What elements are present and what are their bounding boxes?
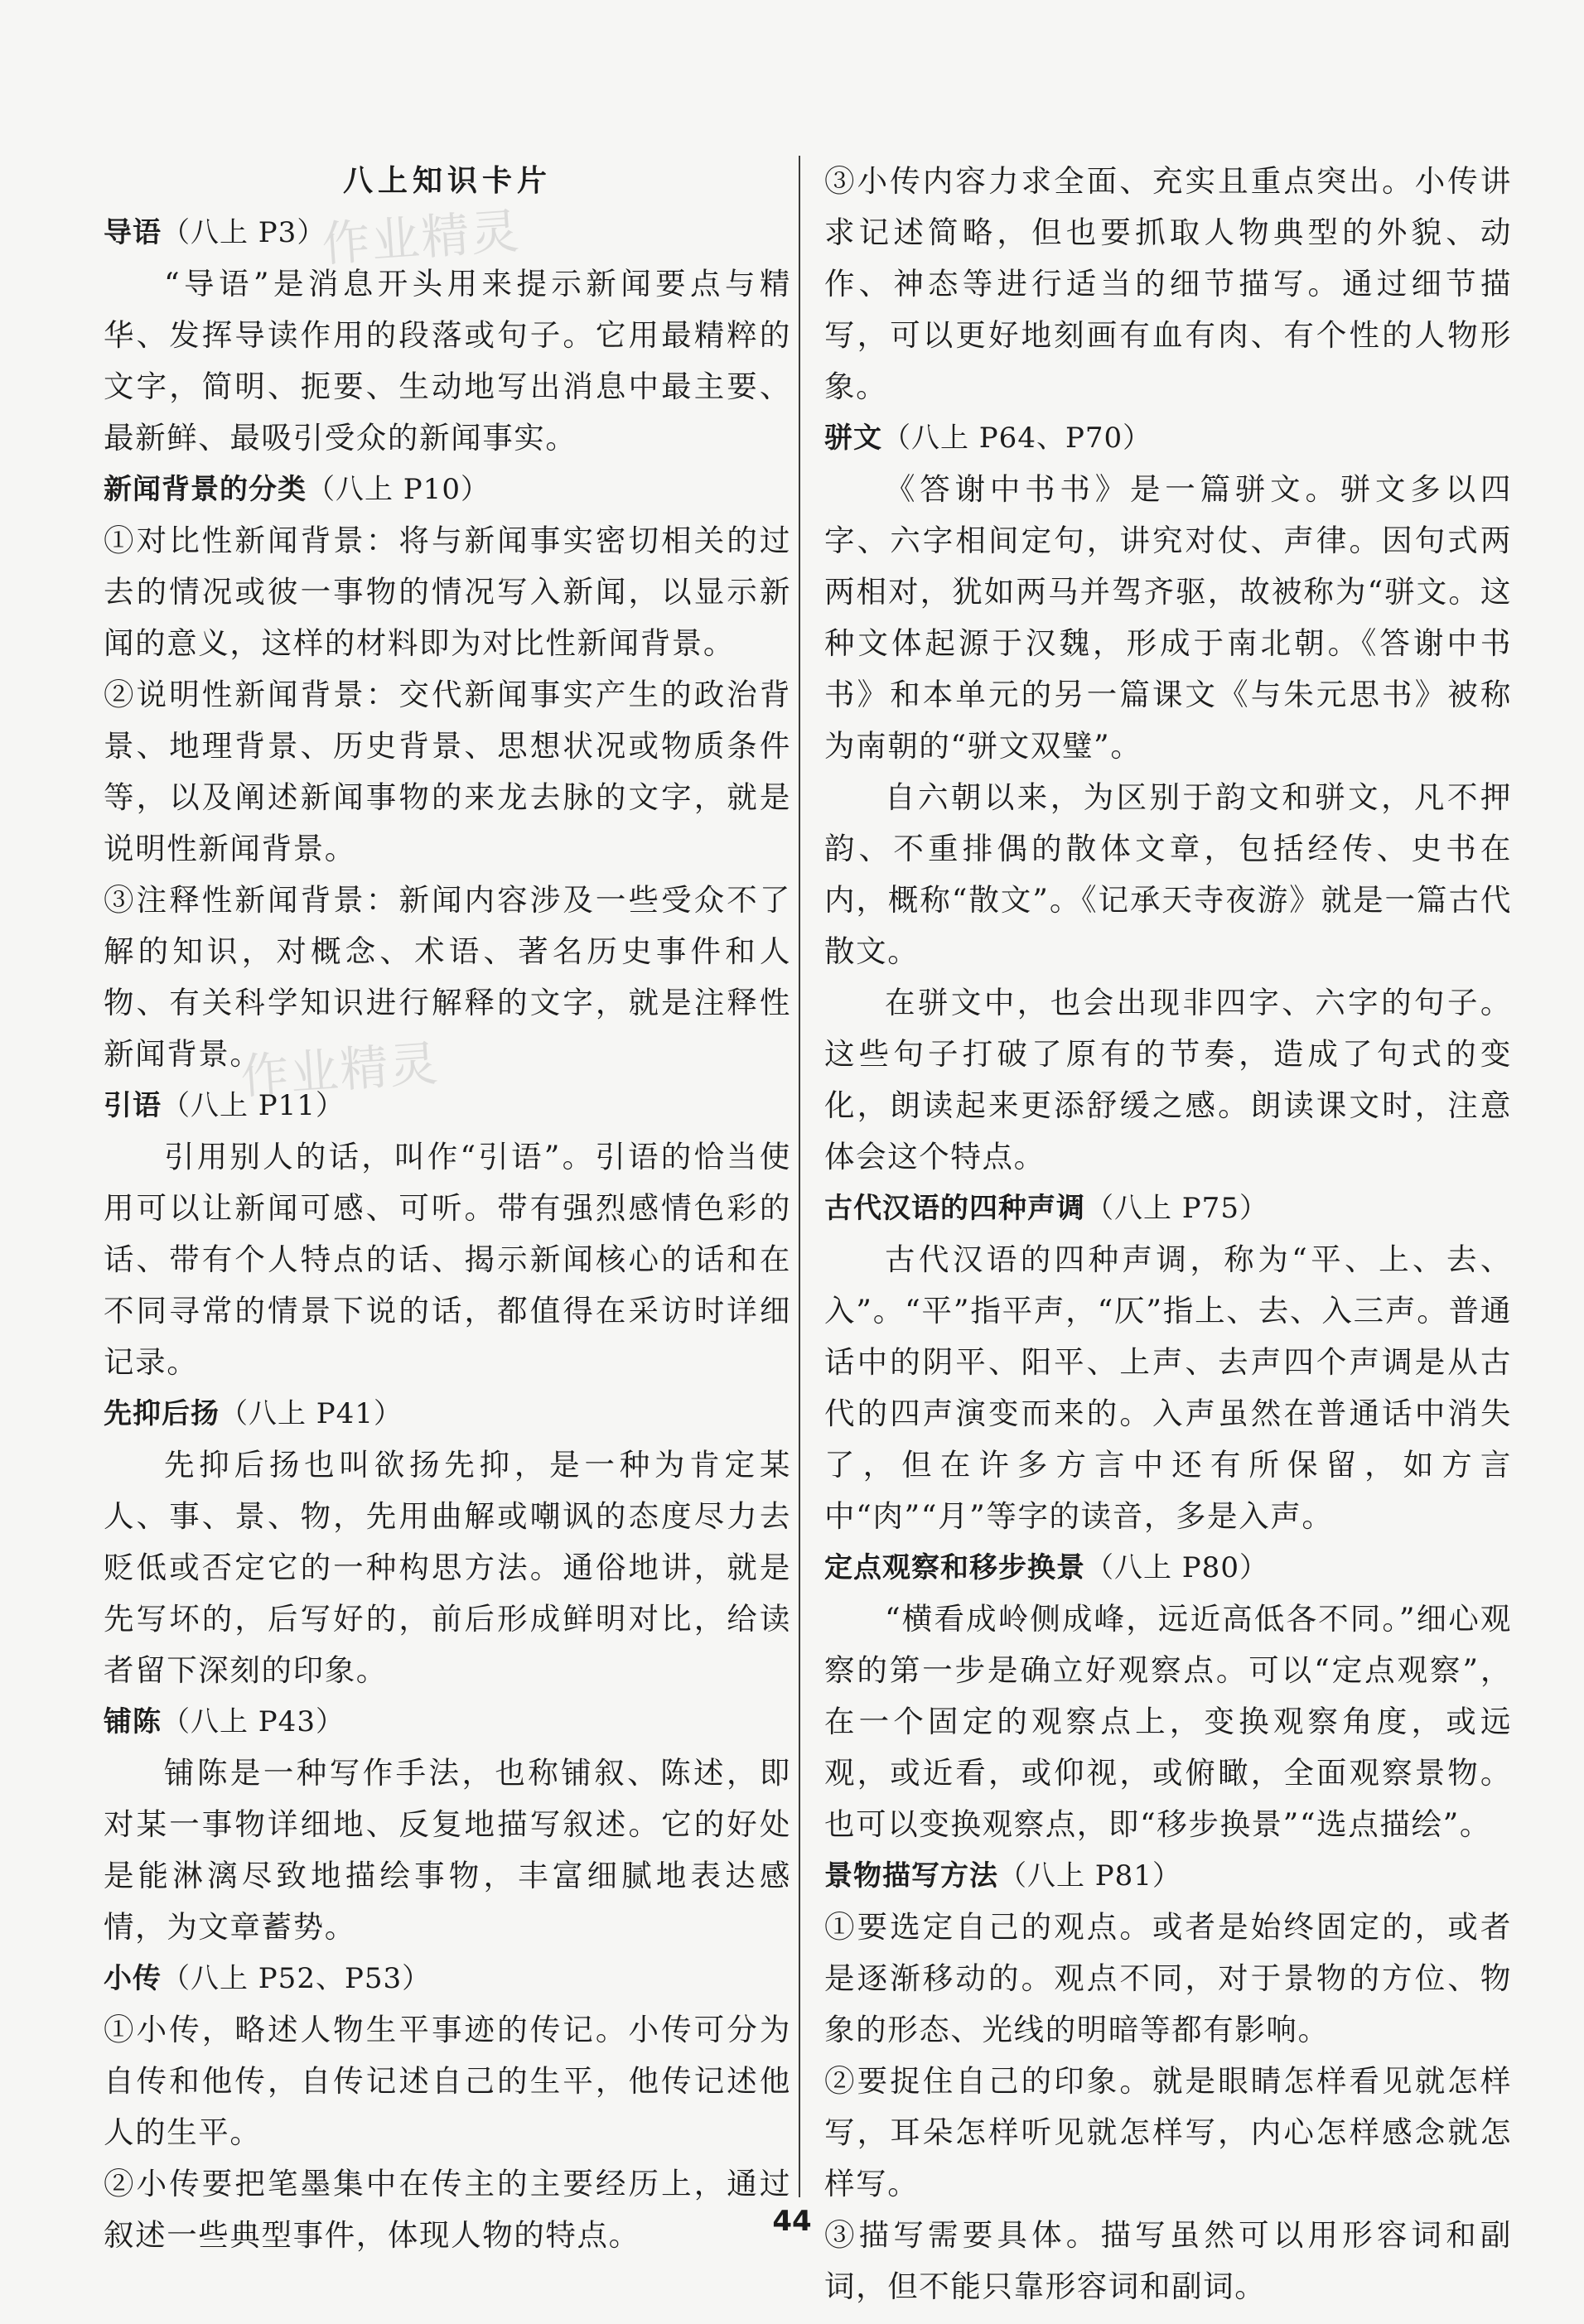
paragraph: ①对比性新闻背景：将与新闻事实密切相关的过去的情况或彼一事物的情况写入新闻，以显示新闻的意义，这样的材料即为对比性新闻背景。 <box>104 523 791 661</box>
heading-page-ref: （八上 P3） <box>162 216 326 249</box>
paragraph: ①要选定自己的观点。或者是始终固定的，或者是逐渐移动的。观点不同，对于景物的方位、物象的形态、光线的明暗等都有影响。 <box>824 1909 1512 2047</box>
column-divider <box>799 156 800 2197</box>
section-heading <box>824 412 1512 464</box>
heading-name: 古代汉语的四种声调 <box>824 1192 1085 1225</box>
section-heading <box>104 1953 791 2004</box>
section-heading <box>824 1183 1512 1234</box>
paragraph: 引用别人的话，叫作“引语”。引语的恰当使用可以让新闻可感、可听。带有强烈感情色彩的话、带有个人特点的话、揭示新闻核心的话和在不同寻常的情景下说的话，都值得在采访时详细记录。 <box>104 1139 791 1380</box>
paragraph: ③描写需要具体。描写虽然可以用形容词和副词，但不能只靠形容词和副词。 <box>824 2217 1512 2304</box>
page-title: 八上知识卡片 <box>342 164 552 198</box>
heading-page-ref: （八上 P52、P53） <box>162 1962 432 1995</box>
paragraph: ③注释性新闻背景：新闻内容涉及一些受众不了解的知识，对概念、术语、著名历史事件和人物、有关科学知识进行解释的文字，就是注释性新闻背景。 <box>104 882 791 1072</box>
heading-name: 骈文 <box>824 422 882 455</box>
paragraph: ②说明性新闻背景：交代新闻事实产生的政治背景、地理背景、历史背景、思想状况或物质条件等，以及阐述新闻事物的来龙去脉的文字，就是说明性新闻背景。 <box>104 677 791 866</box>
heading-name: 铺陈 <box>104 1705 162 1738</box>
watermark: 作业精灵 <box>320 202 523 273</box>
paragraph: 铺陈是一种写作手法，也称铺叙、陈述，即对某一事物详细地、反复地描写叙述。它的好处是能淋漓尽致地描绘事物，丰富细腻地表达感情，为文章蓄势。 <box>104 1755 791 1945</box>
section-heading <box>104 1080 791 1131</box>
heading-page-ref: （八上 P64、P70） <box>882 422 1152 455</box>
heading-name: 导语 <box>104 216 162 249</box>
heading-page-ref: （八上 P10） <box>307 473 490 506</box>
paragraph: 古代汉语的四种声调，称为“平、上、去、入”。“平”指平声，“仄”指上、去、入三声。普通话中的阴平、阳平、上声、去声四个声调是从古代的四声演变而来的。入声虽然在普通话中消失了，但在许多方言中还有所保留，如方言中“肉”“月”等字的读音，多是入声。 <box>824 1242 1512 1534</box>
heading-name: 引语 <box>104 1089 162 1122</box>
heading-name: 小传 <box>104 1962 162 1995</box>
paragraph: 自六朝以来，为区别于韵文和骈文，凡不押韵、不重排偶的散体文章，包括经传、史书在内，概称“散文”。《记承天寺夜游》就是一篇古代散文。 <box>824 779 1512 969</box>
heading-page-ref: （八上 P81） <box>998 1859 1181 1892</box>
heading-name: 景物描写方法 <box>824 1859 998 1892</box>
watermark: 作业精灵 <box>239 1034 442 1106</box>
left-column <box>104 156 791 2261</box>
paragraph: ②小传要把笔墨集中在传主的主要经历上，通过叙述一些典型事件，体现人物的特点。 <box>104 2166 791 2253</box>
heading-page-ref: （八上 P43） <box>162 1705 345 1738</box>
section-heading <box>104 464 791 515</box>
paragraph: 先抑后扬也叫欲扬先抑，是一种为肯定某人、事、景、物，先用曲解或嘲讽的态度尽力去贬低或否定它的一种构思方法。通俗地讲，就是先写坏的，后写好的，前后形成鲜明对比，给读者留下深刻的印象。 <box>104 1447 791 1688</box>
page-number: 44 <box>772 2205 812 2238</box>
paragraph: ②要捉住自己的印象。就是眼睛怎样看见就怎样写，耳朵怎样听见就怎样写，内心怎样感念就怎样写。 <box>824 2063 1512 2201</box>
section-heading <box>824 1542 1512 1594</box>
heading-page-ref: （八上 P80） <box>1085 1551 1268 1584</box>
paragraph: ①小传，略述人物生平事迹的传记。小传可分为自传和他传，自传记述自己的生平，他传记述他人的生平。 <box>104 2012 791 2150</box>
paragraph: “导语”是消息开头用来提示新闻要点与精华、发挥导读作用的段落或句子。它用最精粹的文字，简明、扼要、生动地写出消息中最主要、最新鲜、最吸引受众的新闻事实。 <box>104 266 791 456</box>
heading-page-ref: （八上 P75） <box>1085 1192 1268 1225</box>
section-heading <box>104 1696 791 1748</box>
paragraph: 《答谢中书书》是一篇骈文。骈文多以四字、六字相间定句，讲究对仗、声律。因句式两两相对，犹如两马并驾齐驱，故被称为“骈文。这种文体起源于汉魏，形成于南北朝。《答谢中书书》和本单元的另一篇课文《与朱元思书》被称为南朝的“骈文双璧”。 <box>824 471 1512 764</box>
section-heading <box>104 1388 791 1439</box>
heading-page-ref: （八上 P41） <box>220 1397 403 1430</box>
paragraph: 在骈文中，也会出现非四字、六字的句子。这些句子打破了原有的节奏，造成了句式的变化，朗读起来更添舒缓之感。朗读课文时，注意体会这个特点。 <box>824 985 1512 1174</box>
right-column <box>824 156 1512 2312</box>
paragraph: “横看成岭侧成峰，远近高低各不同。”细心观察的第一步是确立好观察点。可以“定点观察”，在一个固定的观察点上，变换观察角度，或远观，或近看，或仰视，或俯瞰，全面观察景物。也可以变换观察点，即“移步换景”“选点描绘”。 <box>824 1601 1512 1842</box>
section-heading <box>104 207 791 258</box>
heading-name: 先抑后扬 <box>104 1397 220 1430</box>
heading-page-ref: （八上 P11） <box>162 1089 345 1122</box>
section-heading <box>824 1850 1512 1902</box>
heading-name: 定点观察和移步换景 <box>824 1551 1085 1584</box>
paragraph: ③小传内容力求全面、充实且重点突出。小传讲求记述简略，但也要抓取人物典型的外貌、动作、神态等进行适当的细节描写。通过细节描写，可以更好地刻画有血有肉、有个性的人物形象。 <box>824 163 1512 404</box>
heading-name: 新闻背景的分类 <box>104 473 307 506</box>
